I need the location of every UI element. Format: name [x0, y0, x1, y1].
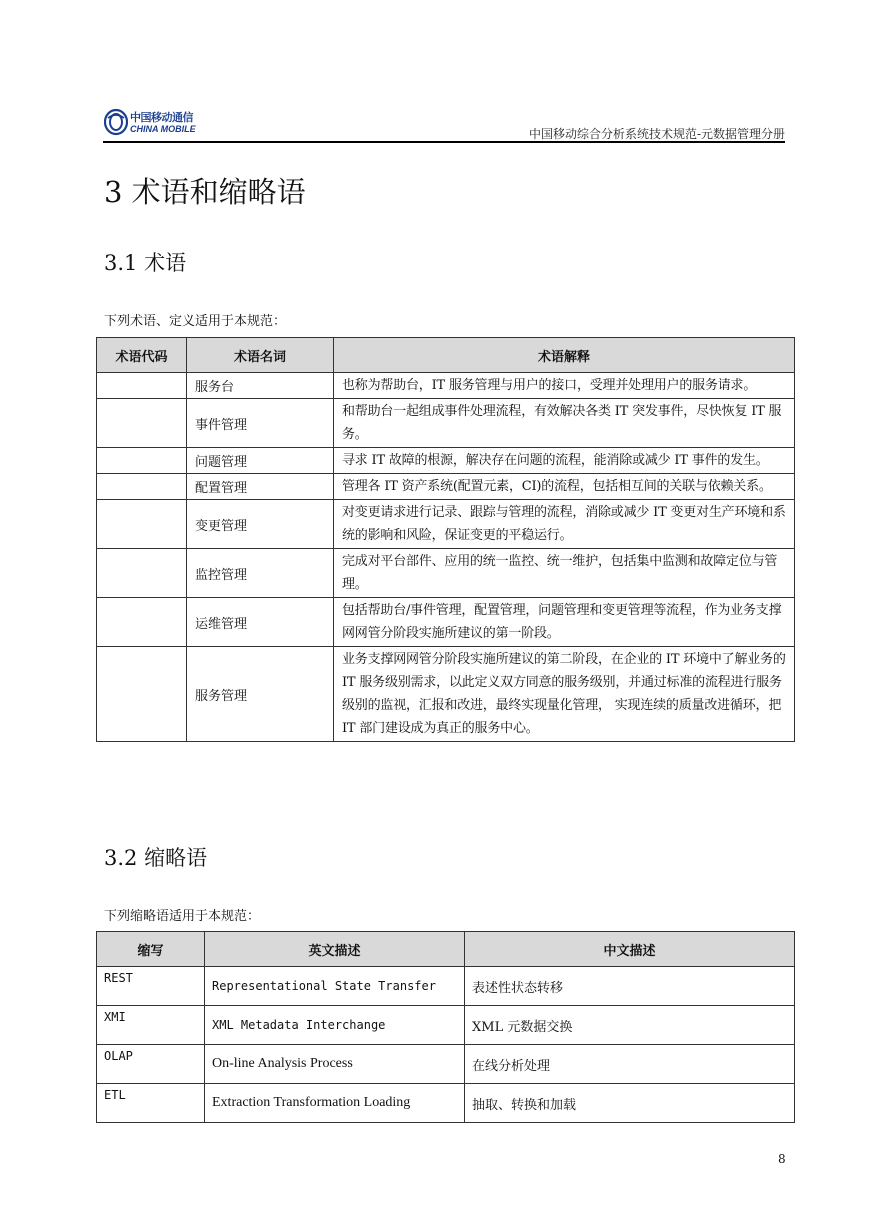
table-row: [97, 549, 795, 598]
table-row: [97, 598, 795, 647]
table-row: [97, 399, 795, 448]
term-description: 也称为帮助台，IT 服务管理与用户的接口，受理并处理用户的服务请求。: [334, 373, 795, 399]
china-mobile-logo: [104, 108, 224, 140]
chinese-description: XML 元数据交换: [465, 1006, 795, 1045]
table-header-row: [97, 932, 795, 967]
header-divider: [103, 141, 785, 143]
table-row: [97, 647, 795, 742]
term-name: 监控管理: [187, 549, 334, 598]
logo-chinese-text: 中国移动通信: [130, 111, 193, 124]
english-description: Extraction Transformation Loading: [205, 1084, 465, 1123]
abbreviations-table: [96, 931, 795, 1123]
column-header: 英文描述: [205, 932, 465, 967]
chinese-description: 在线分析处理: [465, 1045, 795, 1084]
term-description: 对变更请求进行记录、跟踪与管理的流程，消除或减少 IT 变更对生产环境和系统的影响和风险，保证变更的平稳运行。: [334, 500, 795, 549]
term-name: 问题管理: [187, 448, 334, 474]
english-description: XML Metadata Interchange: [205, 1006, 465, 1045]
abbreviation: XMI: [97, 1006, 205, 1045]
term-name: 变更管理: [187, 500, 334, 549]
term-name: 服务台: [187, 373, 334, 399]
term-description: 寻求 IT 故障的根源，解决存在问题的流程，能消除或减少 IT 事件的发生。: [334, 448, 795, 474]
abbreviation: OLAP: [97, 1045, 205, 1084]
chinese-description: 抽取、转换和加载: [465, 1084, 795, 1123]
table-row: [97, 373, 795, 399]
term-description: 完成对平台部件、应用的统一监控、统一维护，包括集中监测和故障定位与管理。: [334, 549, 795, 598]
term-code: [97, 549, 187, 598]
abbreviation: ETL: [97, 1084, 205, 1123]
column-header: 中文描述: [465, 932, 795, 967]
table-row: [97, 474, 795, 500]
document-header-title: 中国移动综合分析系统技术规范-元数据管理分册: [528, 127, 785, 141]
chinese-description: 表述性状态转移: [465, 967, 795, 1006]
term-description: 业务支撑网网管分阶段实施所建议的第二阶段，在企业的 IT 环境中了解业务的 IT 服务级别需求，以此定义双方同意的服务级别，并通过标准的流程进行服务级别的监视，汇报和改进，最终实现量化管理， 实现连续的质量改进循环，把 IT 部门建设成为真正的服务中心。: [334, 647, 795, 742]
table-row: [97, 500, 795, 549]
english-description: Representational State Transfer: [205, 967, 465, 1006]
term-code: [97, 448, 187, 474]
china-mobile-logo-icon: [104, 108, 128, 136]
term-name: 服务管理: [187, 647, 334, 742]
table-row: [97, 1006, 795, 1045]
english-description: On-line Analysis Process: [205, 1045, 465, 1084]
column-header: 术语名词: [187, 338, 334, 373]
abbreviations-intro: 下列缩略语适用于本规范：: [104, 909, 261, 924]
term-code: [97, 474, 187, 500]
terms-table: [96, 337, 795, 742]
page-number: 8: [778, 1152, 786, 1166]
chapter-title: 3 术语和缩略语: [104, 175, 306, 209]
term-description: 管理各 IT 资产系统(配置元素，CI)的流程，包括相互间的关联与依赖关系。: [334, 474, 795, 500]
term-code: [97, 399, 187, 448]
abbreviations-heading: 3.2 缩略语: [104, 846, 208, 870]
logo-english-text: CHINA MOBILE: [130, 124, 196, 134]
term-name: 事件管理: [187, 399, 334, 448]
term-code: [97, 373, 187, 399]
term-code: [97, 647, 187, 742]
terms-heading: 3.1 术语: [104, 251, 187, 275]
term-code: [97, 500, 187, 549]
abbreviation: REST: [97, 967, 205, 1006]
column-header: 术语代码: [97, 338, 187, 373]
term-code: [97, 598, 187, 647]
term-name: 运维管理: [187, 598, 334, 647]
table-row: [97, 967, 795, 1006]
table-row: [97, 1045, 795, 1084]
term-name: 配置管理: [187, 474, 334, 500]
table-header-row: [97, 338, 795, 373]
table-row: [97, 1084, 795, 1123]
table-row: [97, 448, 795, 474]
terms-intro: 下列术语、定义适用于本规范：: [104, 314, 287, 329]
column-header: 术语解释: [334, 338, 795, 373]
term-description: 和帮助台一起组成事件处理流程，有效解决各类 IT 突发事件，尽快恢复 IT 服务。: [334, 399, 795, 448]
term-description: 包括帮助台/事件管理，配置管理，问题管理和变更管理等流程，作为业务支撑网网管分阶段实施所建议的第一阶段。: [334, 598, 795, 647]
column-header: 缩写: [97, 932, 205, 967]
